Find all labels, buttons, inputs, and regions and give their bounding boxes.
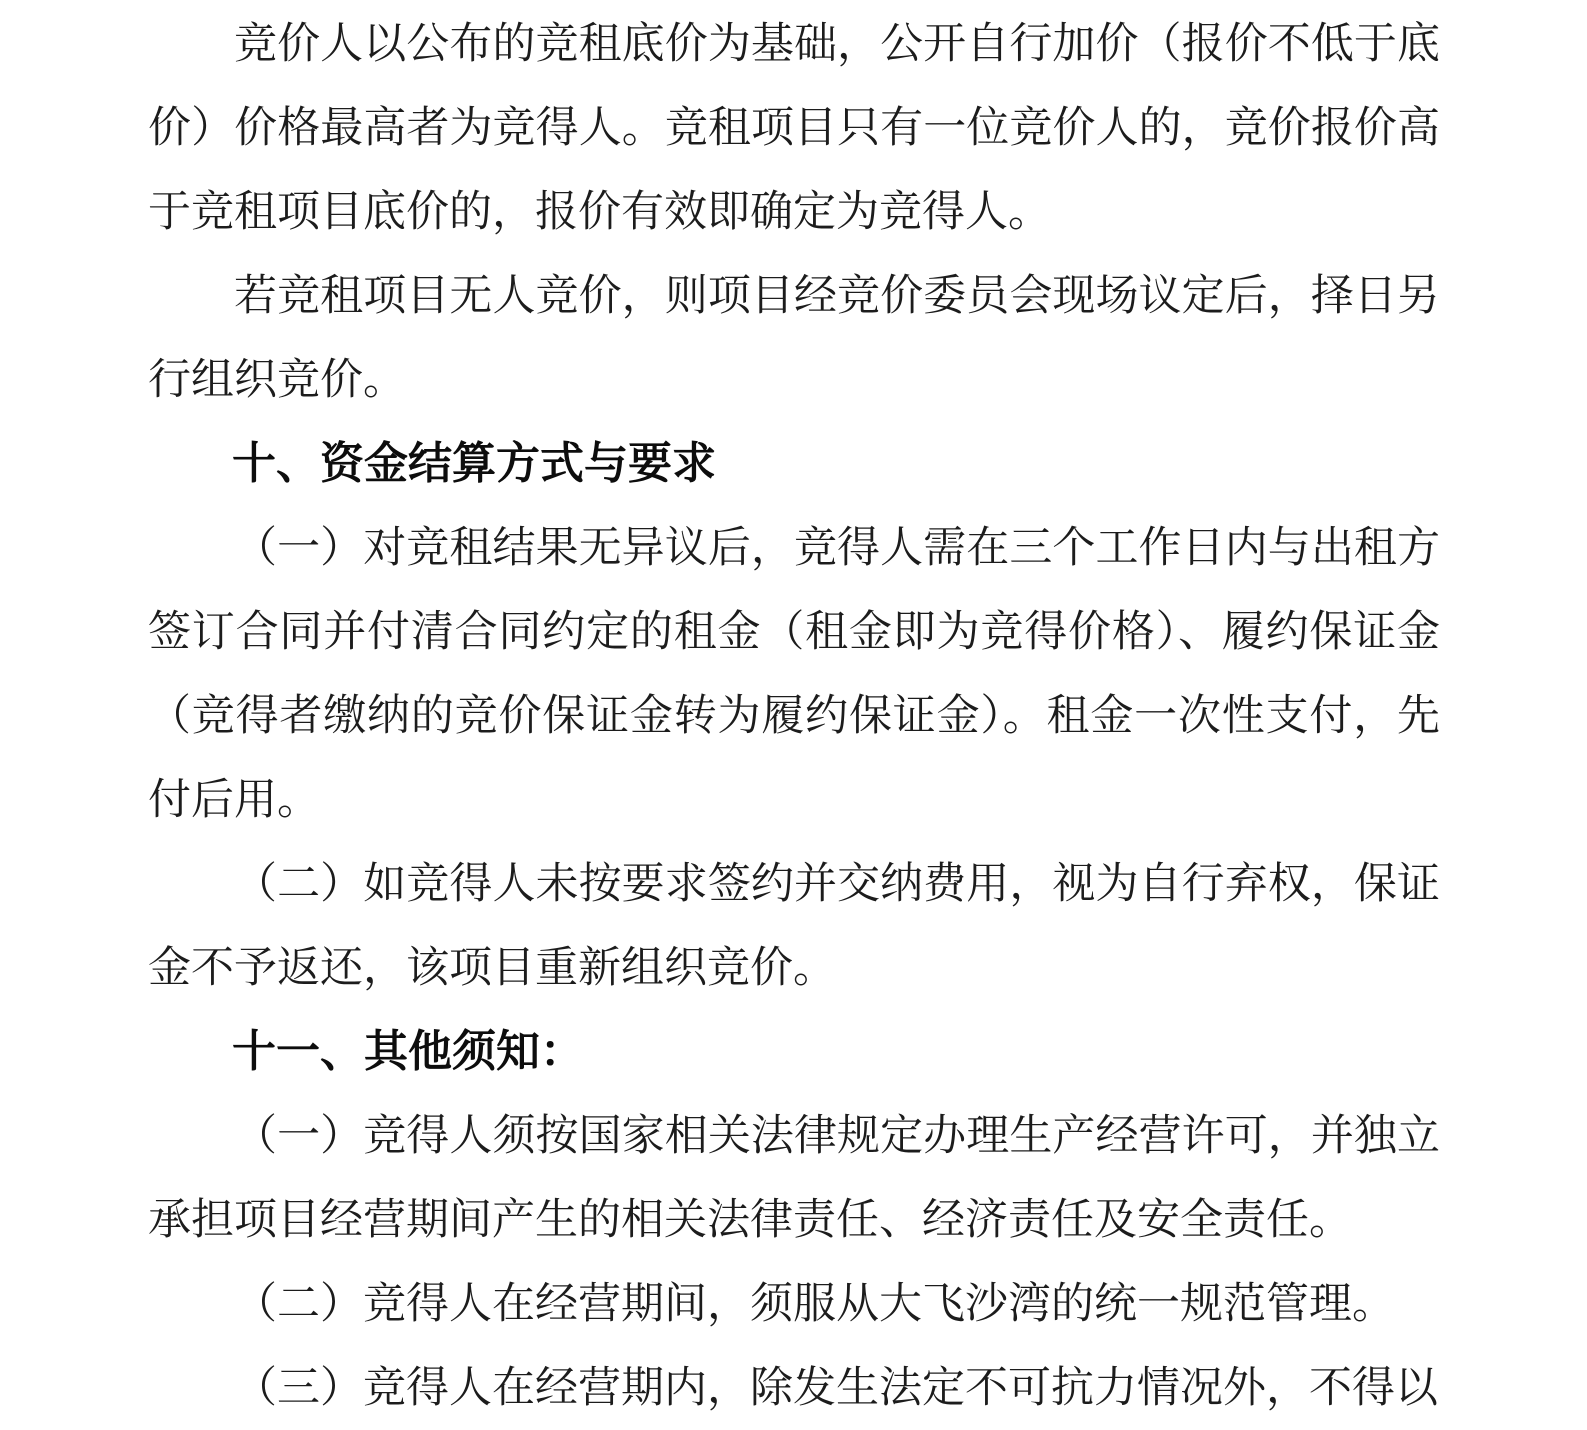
paragraph-note-2: （二）竞得人在经营期间，须服从大飞沙湾的统一规范管理。 [234,1279,1395,1329]
paragraph-settlement-item-1: （一）对竞租结果无异议后，竞得人需在三个工作日内与出租方签订合同并付清合同约定的租金（租金即为竞得价格）、履约保证金（竞得者缴纳的竞价保证金转为履约保证金）。租金一次性支付，先付后用。 [148,523,1440,825]
paragraph-no-bidder: 若竞租项目无人竞价，则项目经竞价委员会现场议定后，择日另行组织竞价。 [148,271,1440,405]
paragraph-note-1: （一）竞得人须按国家相关法律规定办理生产经营许可，并独立承担项目经营期间产生的相关法律责任、经济责任及安全责任。 [148,1111,1440,1245]
document-page [148,2,1440,1430]
heading-settlement-section: 十、资金结算方式与要求 [232,438,716,489]
paragraph-note-3-truncated: （三）竞得人在经营期内，除发生法定不可抗力情况外，不得以 [234,1363,1438,1413]
heading-other-notes-section: 十一、其他须知： [232,1026,584,1077]
paragraph-bidding-rule: 竞价人以公布的竞租底价为基础，公开自行加价（报价不低于底价）价格最高者为竞得人。竞租项目只有一位竞价人的，竞价报价高于竞租项目底价的，报价有效即确定为竞得人。 [148,19,1440,237]
paragraph-settlement-item-2: （二）如竞得人未按要求签约并交纳费用，视为自行弃权，保证金不予返还，该项目重新组织竞价。 [148,859,1440,993]
